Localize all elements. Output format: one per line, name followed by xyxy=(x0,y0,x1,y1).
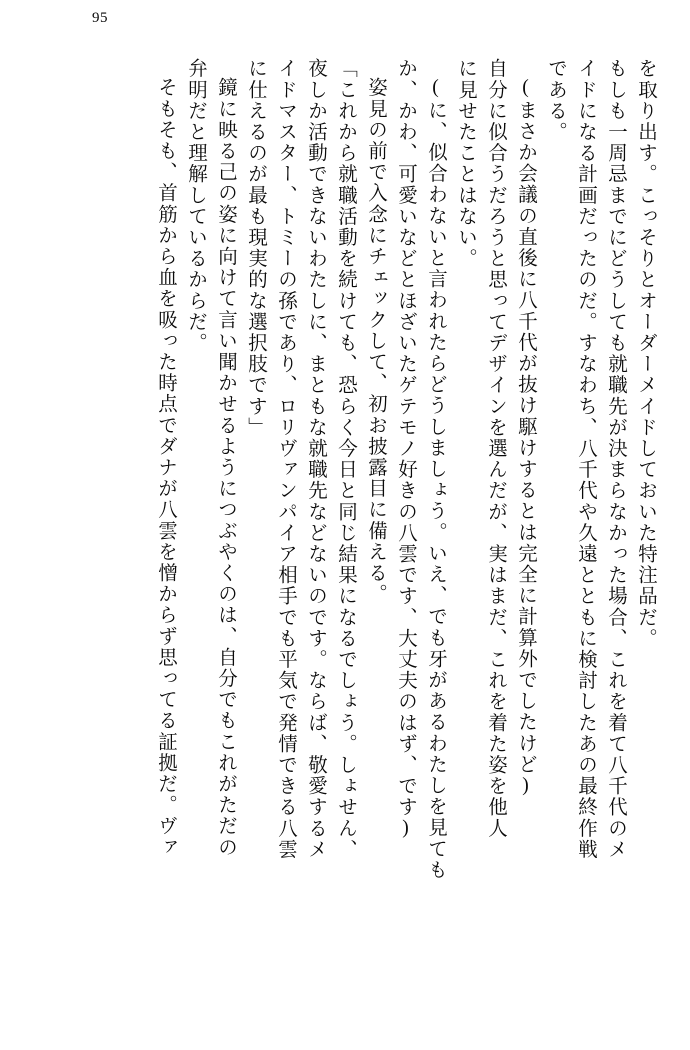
text-line: である。 xyxy=(545,58,566,143)
text-line: 鏡に映る己の姿に向けて言い聞かせるようにつぶやくのは、自分でもこれがただの xyxy=(215,77,236,858)
text-line: 夜しか活動できないわたしに、まともな就職先などないのです。ならば、敬愛するメ xyxy=(305,58,326,860)
text-line: か、かわ、可愛いなどとほざいたゲテモノ好きの八雲です、大丈夫のはず、です) xyxy=(395,58,416,841)
text-line: そもそも、首筋から血を吸った時点でダナが八雲を憎からず思ってる証拠だ。ヴァ xyxy=(155,77,176,858)
text-line: を取り出す。こっそりとオーダーメイドしておいた特注品だ。 xyxy=(635,58,656,649)
text-line: 姿見の前で入念にチェックして、初お披露目に備える。 xyxy=(365,77,386,605)
vertical-body-text xyxy=(40,58,660,1018)
text-line: イドになる計画だったのだ。すなわち、八千代や久遠とともに検討したあの最終作戦 xyxy=(575,58,596,860)
text-line: 「これから就職活動を続けても、恐らく今日と同じ結果になるでしょう。しょせん、 xyxy=(335,58,356,860)
text-line: (まさか会議の直後に八千代が抜け駆けするとは完全に計算外でしたけど) xyxy=(515,77,536,798)
page-number: 95 xyxy=(92,10,108,26)
text-line: (に、似合わないと言われたらどうしましょう。いえ、でも牙があるわたしを見ても xyxy=(425,77,446,881)
text-line: 弁明だと理解しているからだ。 xyxy=(185,58,206,354)
text-line: に見せたことはない。 xyxy=(455,58,476,269)
text-line: 自分に似合うだろうと思ってデザインを選んだが、実はまだ、これを着た姿を他人 xyxy=(485,58,506,839)
text-line: もしも一周忌までにどうしても就職先が決まらなかった場合、これを着て八千代のメ xyxy=(605,58,626,860)
text-line: イドマスター、トミーの孫であり、ロリヴァンパイア相手でも平気で発情できる八雲 xyxy=(275,58,296,860)
text-line: に仕えるのが最も現実的な選択肢です」 xyxy=(245,58,266,438)
